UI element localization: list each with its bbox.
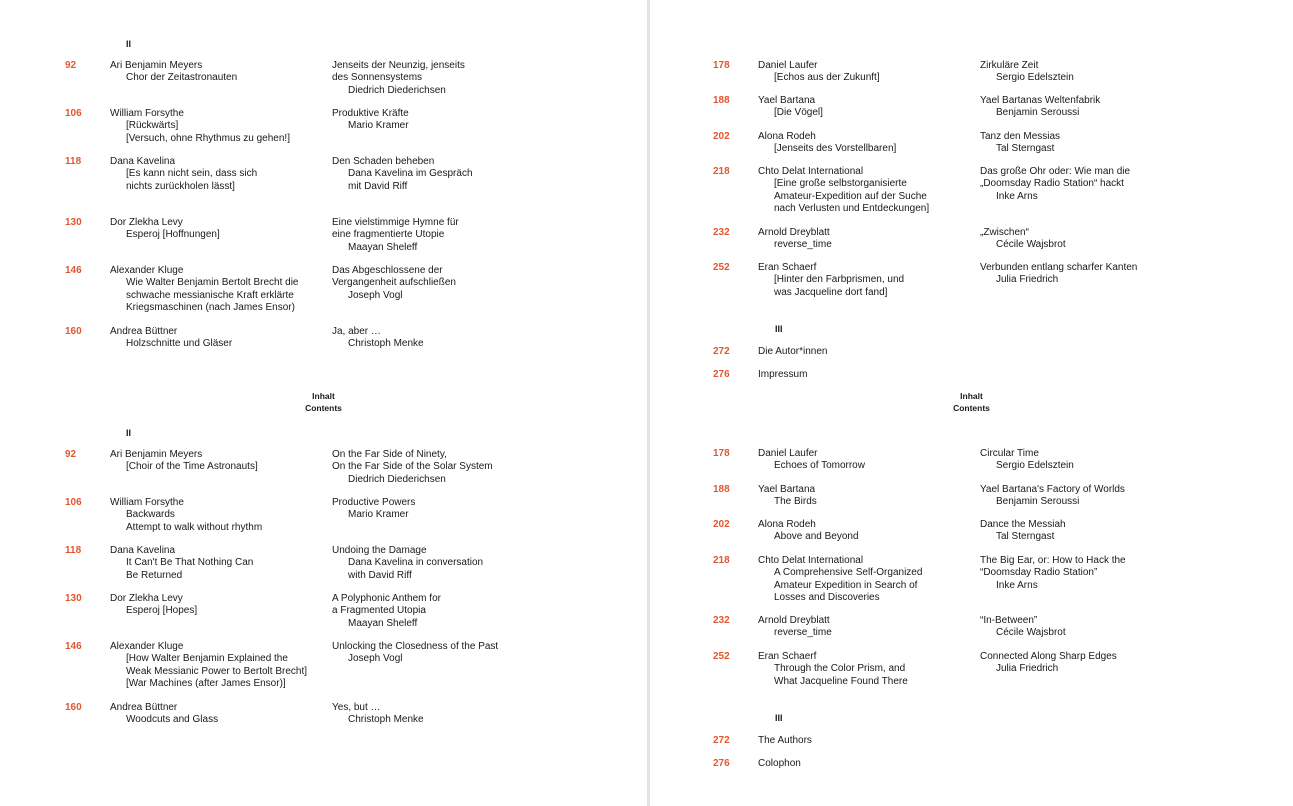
essay-title-line: Das Abgeschlossene der — [332, 265, 443, 276]
artist-name: Eran Schaerf — [758, 651, 817, 662]
essay-title-line: On the Far Side of Ninety, — [332, 449, 447, 460]
essay-column — [980, 60, 1074, 85]
essay-column — [980, 448, 1074, 473]
artist-name: Dana Kavelina — [110, 545, 176, 556]
artist-name: Alexander Kluge — [110, 265, 184, 276]
artist-name: Andrea Büttner — [110, 326, 178, 337]
essay-title-line: A Polyphonic Anthem for — [332, 593, 441, 604]
essay-column — [980, 262, 1137, 287]
essay-column — [332, 60, 465, 97]
work-title-line: A Comprehensive Self-Organized — [774, 567, 923, 579]
page-number: 160 — [65, 702, 82, 713]
work-title-line: [Choir of the Time Astronauts] — [126, 461, 258, 473]
artist-column — [110, 702, 218, 727]
artist-column — [110, 545, 253, 582]
essay-column — [332, 217, 459, 254]
essay-title-line: Produktive Kräfte — [332, 108, 409, 119]
artist-name: Dana Kavelina — [110, 156, 176, 167]
artist-column — [110, 217, 220, 242]
essay-column — [980, 227, 1066, 252]
essay-author-line: with David Riff — [348, 569, 412, 581]
essay-author-line: Inke Arns — [996, 579, 1038, 591]
essay-author-line: Maayan Sheleff — [348, 241, 418, 253]
page-number: 218 — [713, 166, 730, 177]
essay-title-line: Dance the Messiah — [980, 519, 1066, 530]
essay-title-line: Zirkuläre Zeit — [980, 60, 1039, 71]
essay-author-line: Maayan Sheleff — [348, 617, 418, 629]
work-title-line: Backwards — [126, 509, 175, 521]
page-number: 202 — [713, 131, 730, 142]
essay-author-line: Julia Friedrich — [996, 274, 1059, 286]
essay-title-line: Undoing the Damage — [332, 545, 427, 556]
page-number: 130 — [65, 217, 82, 228]
page-number: 272 — [713, 346, 730, 357]
essay-title-line: Circular Time — [980, 448, 1039, 459]
essay-author-line: Dana Kavelina im Gespräch — [348, 168, 473, 180]
work-title-line: Attempt to walk without rhythm — [126, 521, 263, 533]
artist-column — [110, 326, 232, 351]
work-title-line: nach Verlusten und Entdeckungen] — [774, 203, 930, 215]
page-number: 232 — [713, 615, 730, 626]
work-title-line: Amateur Expedition in Search of — [774, 579, 918, 591]
artist-column — [758, 555, 922, 605]
work-title-line: [Eine große selbstorganisierte — [774, 178, 907, 190]
work-title-line: [Hinter den Farbprismen, und — [774, 274, 905, 286]
work-title-line: [Die Vögel] — [774, 107, 823, 119]
essay-author-line: Inke Arns — [996, 190, 1038, 202]
heading-german: Inhalt — [960, 391, 983, 401]
essay-column — [980, 519, 1066, 544]
artist-name: Daniel Laufer — [758, 448, 818, 459]
work-title-line: Wie Walter Benjamin Bertolt Brecht die — [126, 277, 299, 289]
work-title-line: Be Returned — [126, 569, 183, 581]
artist-name: Andrea Büttner — [110, 702, 178, 713]
artist-name: Alexander Kluge — [110, 641, 184, 652]
extra-label: Die Autor*innen — [758, 346, 828, 357]
work-title-line: Woodcuts and Glass — [126, 714, 219, 726]
essay-title-line: Ja, aber … — [332, 326, 381, 337]
essay-title-line: Eine vielstimmige Hymne für — [332, 217, 459, 228]
page-number: 106 — [65, 108, 82, 119]
section-numeral: III — [775, 324, 783, 334]
heading-english: Contents — [305, 402, 342, 413]
artist-name: Arnold Dreyblatt — [758, 615, 830, 626]
artist-column — [758, 484, 817, 509]
page-number: 106 — [65, 497, 82, 508]
essay-column — [332, 156, 473, 193]
artist-name: Alona Rodeh — [758, 131, 816, 142]
essay-title-line: Unlocking the Closedness of the Past — [332, 641, 499, 652]
extra-label: Colophon — [758, 758, 801, 769]
essay-column — [980, 95, 1100, 120]
essay-author-line: Cécile Wajsbrot — [996, 627, 1066, 639]
essay-column — [980, 131, 1060, 156]
essay-author-line: Benjamin Seroussi — [996, 496, 1080, 508]
essay-column — [332, 702, 424, 727]
artist-column — [110, 265, 298, 315]
work-title-line: Losses and Discoveries — [774, 592, 880, 604]
toc-heading — [0, 391, 647, 414]
artist-column — [758, 262, 904, 299]
work-title-line: schwache messianische Kraft erklärte — [126, 289, 294, 301]
artist-column — [758, 95, 823, 120]
essay-author-line: mit David Riff — [348, 180, 408, 192]
page-number: 272 — [713, 735, 730, 746]
work-title-line: Chor der Zeitastronauten — [126, 72, 238, 84]
essay-column — [332, 545, 483, 582]
artist-name: Yael Bartana — [758, 95, 816, 106]
work-title-line: Echoes of Tomorrow — [774, 460, 865, 472]
work-title-line: What Jacqueline Found There — [774, 675, 908, 687]
artist-name: Alona Rodeh — [758, 519, 816, 530]
artist-name: Arnold Dreyblatt — [758, 227, 830, 238]
artist-name: Eran Schaerf — [758, 262, 817, 273]
work-title-line: [Echos aus der Zukunft] — [774, 72, 880, 84]
artist-name: Ari Benjamin Meyers — [110, 60, 203, 71]
artist-name: Dor Zlekha Levy — [110, 593, 183, 604]
essay-title-line: The Big Ear, or: How to Hack the — [980, 555, 1126, 566]
work-title-line: was Jacqueline dort fand] — [774, 286, 888, 298]
page-number: 118 — [65, 156, 82, 167]
work-title-line: Holzschnitte und Gläser — [126, 338, 233, 350]
page-number: 146 — [65, 265, 82, 276]
work-title-line: [Jenseits des Vorstellbaren] — [774, 143, 897, 155]
essay-title-line: Verbunden entlang scharfer Kanten — [980, 262, 1138, 273]
work-title-line: nichts zurückholen lässt] — [126, 180, 235, 192]
essay-column — [332, 326, 424, 351]
essay-column — [332, 265, 456, 302]
essay-author-line: Cécile Wajsbrot — [996, 239, 1066, 251]
essay-author-line: Mario Kramer — [348, 509, 409, 521]
artist-name: William Forsythe — [110, 108, 184, 119]
artist-column — [758, 651, 908, 688]
artist-name: Ari Benjamin Meyers — [110, 449, 203, 460]
artist-column — [110, 497, 262, 534]
essay-title-line: On the Far Side of the Solar System — [332, 461, 493, 473]
work-title-line: reverse_time — [774, 239, 832, 251]
essay-author-line: Christoph Menke — [348, 714, 424, 726]
essay-title-line: Das große Ohr oder: Wie man die — [980, 166, 1131, 177]
essay-author-line: Benjamin Seroussi — [996, 107, 1080, 119]
essay-title-line: a Fragmented Utopia — [332, 605, 426, 617]
work-title-line: Amateur-Expedition auf der Suche — [774, 190, 927, 202]
artist-name: Daniel Laufer — [758, 60, 818, 71]
page-number: 188 — [713, 484, 730, 495]
section-numeral: II — [126, 428, 132, 438]
artist-name: Yael Bartana — [758, 484, 816, 495]
extra-label: The Authors — [758, 735, 812, 746]
work-title-line: [How Walter Benjamin Explained the — [126, 653, 288, 665]
page-number: 92 — [65, 60, 77, 71]
essay-author-line: Sergio Edelsztein — [996, 72, 1074, 84]
page-number: 178 — [713, 448, 730, 459]
work-title-line: [War Machines (after James Ensor)] — [126, 678, 286, 690]
essay-title-line: „Zwischen“ — [980, 227, 1029, 238]
essay-title-line: Jenseits der Neunzig, jenseits — [332, 60, 465, 71]
artist-column — [758, 60, 880, 85]
essay-title-line: Yael Bartanas Weltenfabrik — [980, 95, 1101, 106]
artist-name: Chto Delat International — [758, 166, 864, 177]
artist-name: Chto Delat International — [758, 555, 864, 566]
essay-author-line: Christoph Menke — [348, 338, 424, 350]
essay-title-line: eine fragmentierte Utopie — [332, 229, 445, 241]
page-number: 252 — [713, 651, 730, 662]
work-title-line: Esperoj [Hopes] — [126, 605, 198, 617]
essay-title-line: Tanz den Messias — [980, 131, 1061, 142]
essay-author-line: Diedrich Diederichsen — [348, 84, 446, 96]
artist-column — [110, 108, 290, 145]
essay-author-line: Diedrich Diederichsen — [348, 473, 446, 485]
essay-column — [332, 593, 441, 630]
section-numeral: II — [126, 39, 132, 49]
essay-column — [980, 484, 1125, 509]
page-number: 178 — [713, 60, 730, 71]
work-title-line: reverse_time — [774, 627, 832, 639]
essay-column — [980, 555, 1126, 592]
work-title-line: It Can't Be That Nothing Can — [126, 557, 254, 569]
essay-author-line: Tal Sterngast — [996, 531, 1055, 543]
right-page — [650, 0, 1293, 806]
work-title-line: Through the Color Prism, and — [774, 663, 906, 675]
work-title-line: Above and Beyond — [774, 531, 859, 543]
work-title-line: The Birds — [774, 496, 817, 508]
essay-title-line: “Doomsday Radio Station” — [980, 567, 1098, 579]
page-number: 130 — [65, 593, 82, 604]
artist-column — [110, 593, 197, 618]
essay-title-line: „Doomsday Radio Station“ hackt — [980, 178, 1124, 190]
artist-column — [110, 641, 307, 691]
page-number: 188 — [713, 95, 730, 106]
essay-column — [980, 651, 1117, 676]
work-title-line: Esperoj [Hoffnungen] — [126, 229, 220, 241]
work-title-line: [Es kann nicht sein, dass sich — [126, 168, 258, 180]
essay-author-line: Mario Kramer — [348, 120, 409, 132]
work-title-line: Kriegsmaschinen (nach James Ensor) — [126, 302, 295, 314]
essay-title-line: Connected Along Sharp Edges — [980, 651, 1117, 662]
essay-title-line: Productive Powers — [332, 497, 416, 508]
artist-name: William Forsythe — [110, 497, 184, 508]
artist-column — [110, 60, 237, 85]
essay-column — [332, 641, 498, 666]
work-title-line: [Versuch, ohne Rhythmus zu gehen!] — [126, 132, 290, 144]
essay-column — [332, 497, 415, 522]
extra-label: Impressum — [758, 369, 808, 380]
essay-title-line: Den Schaden beheben — [332, 156, 435, 167]
page-number: 118 — [65, 545, 82, 556]
artist-column — [110, 449, 258, 474]
page-number: 218 — [713, 555, 730, 566]
artist-column — [758, 131, 896, 156]
page-number: 252 — [713, 262, 730, 273]
work-title-line: Weak Messianic Power to Bertolt Brecht] — [126, 665, 307, 677]
essay-column — [332, 108, 409, 133]
page-number: 276 — [713, 369, 730, 380]
page-number: 92 — [65, 449, 77, 460]
artist-column — [758, 519, 859, 544]
essay-author-line: Joseph Vogl — [348, 289, 403, 301]
artist-column — [110, 156, 257, 193]
page-number: 276 — [713, 758, 730, 769]
work-title-line: [Rückwärts] — [126, 120, 179, 132]
essay-column — [980, 166, 1130, 203]
artist-column — [758, 615, 832, 640]
essay-title-line: Yael Bartana's Factory of Worlds — [980, 484, 1125, 495]
essay-title-line: des Sonnensystems — [332, 72, 423, 84]
artist-column — [758, 448, 865, 473]
toc-heading — [650, 391, 1293, 414]
page-number: 202 — [713, 519, 730, 530]
essay-author-line: Sergio Edelsztein — [996, 460, 1074, 472]
artist-column — [758, 166, 929, 216]
page-number: 232 — [713, 227, 730, 238]
essay-column — [980, 615, 1066, 640]
essay-title-line: Yes, but … — [332, 702, 381, 713]
artist-column — [758, 227, 832, 252]
essay-title-line: Vergangenheit aufschließen — [332, 277, 456, 289]
heading-english: Contents — [953, 402, 990, 413]
essay-author-line: Julia Friedrich — [996, 663, 1059, 675]
essay-author-line: Dana Kavelina in conversation — [348, 557, 484, 569]
artist-name: Dor Zlekha Levy — [110, 217, 183, 228]
essay-column — [332, 449, 493, 486]
page-number: 160 — [65, 326, 82, 337]
heading-german: Inhalt — [312, 391, 335, 401]
page-number: 146 — [65, 641, 82, 652]
essay-author-line: Tal Sterngast — [996, 143, 1055, 155]
section-numeral: III — [775, 713, 783, 723]
essay-author-line: Joseph Vogl — [348, 653, 403, 665]
essay-title-line: “In-Between” — [980, 615, 1038, 626]
